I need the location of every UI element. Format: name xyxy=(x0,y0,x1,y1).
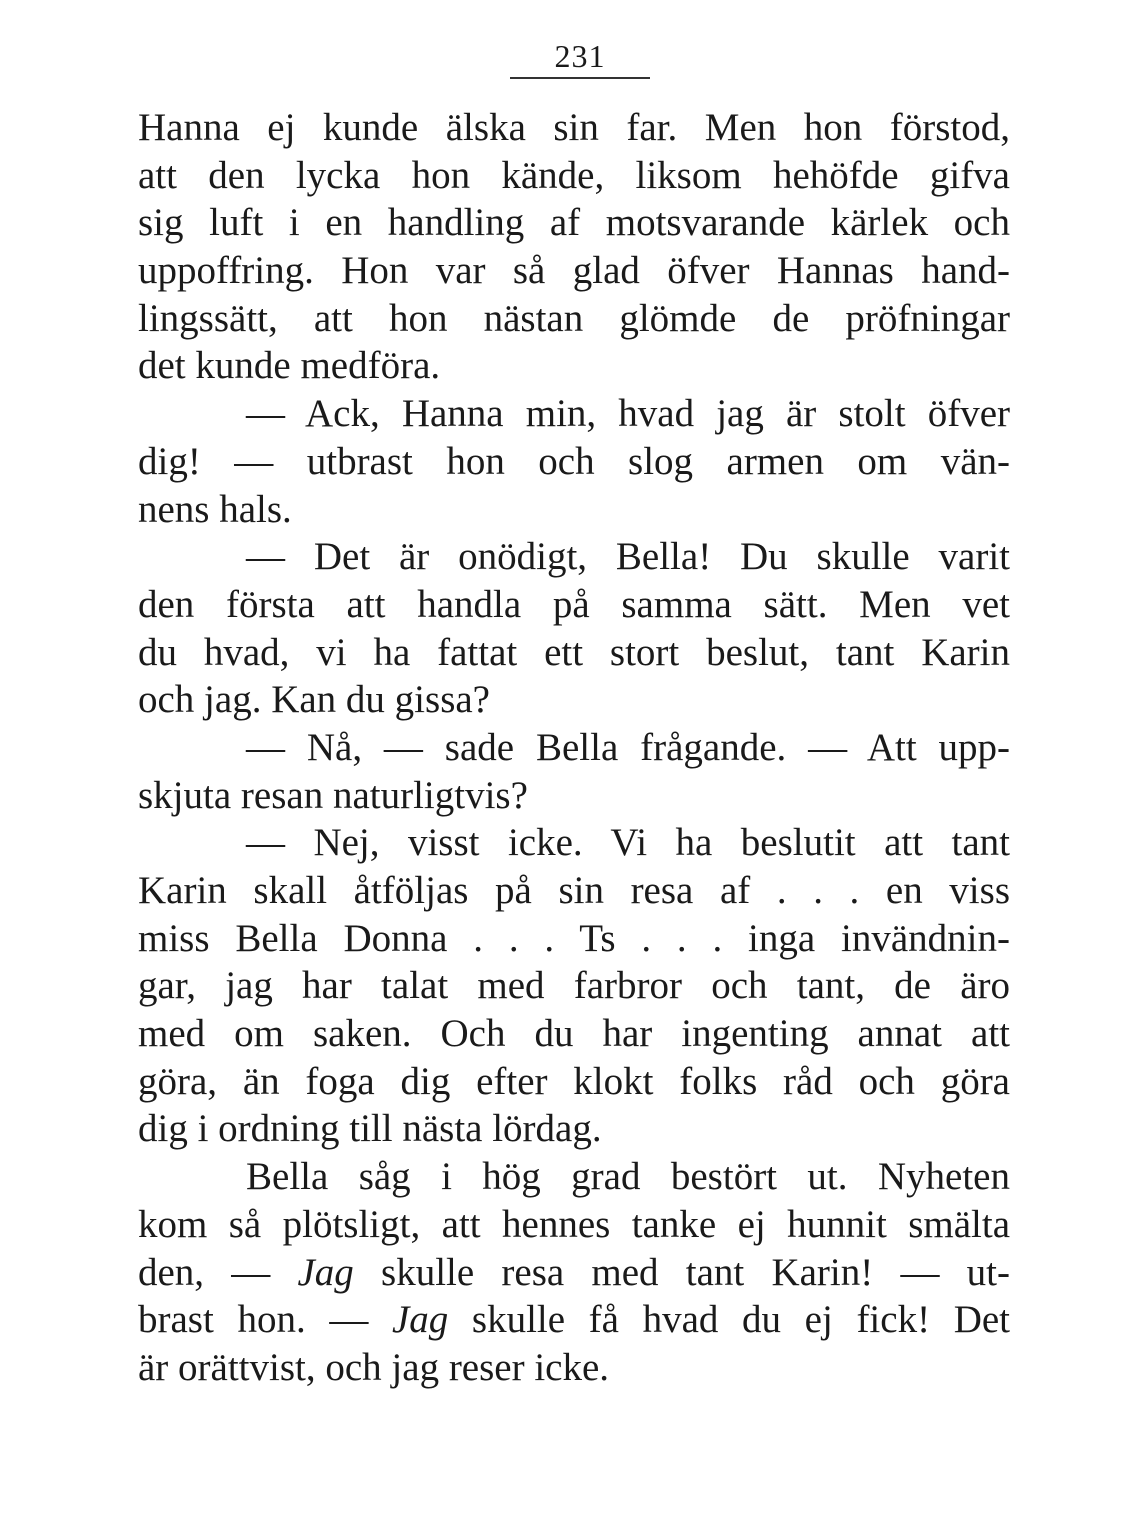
text-line xyxy=(138,581,1010,629)
emphasized-text: Jag xyxy=(391,1298,449,1342)
text-line xyxy=(138,1296,1010,1344)
text-line xyxy=(138,676,1010,724)
text-line xyxy=(138,772,1010,820)
text-line xyxy=(138,724,1010,772)
page-number: 231 xyxy=(554,38,606,74)
text-line xyxy=(138,1344,1010,1392)
text-segment: — Ack, Hanna min, hvad jag är stolt öfver xyxy=(246,392,1010,436)
text-segment: dig! — utbrast hon och slog armen om vän- xyxy=(138,439,1010,483)
text-segment: brast hon. — xyxy=(138,1298,392,1342)
text-segment: nens hals. xyxy=(138,487,292,531)
text-segment: kom så plötsligt, att hennes tanke ej hunnit smälta xyxy=(138,1202,1010,1246)
text-segment: det kunde medföra. xyxy=(138,344,441,388)
text-segment: är orättvist, och jag reser icke. xyxy=(138,1345,610,1389)
text-segment: göra, än foga dig efter klokt folks råd och göra xyxy=(138,1059,1010,1103)
text-line xyxy=(138,247,1010,295)
text-segment: och jag. Kan du gissa? xyxy=(138,678,490,722)
text-line xyxy=(138,390,1010,438)
text-segment: miss Bella Donna . . . Ts . . . inga invändnin- xyxy=(138,916,1010,960)
text-segment: Bella såg i hög grad bestört ut. Nyheten xyxy=(246,1155,1010,1199)
text-line xyxy=(138,533,1010,581)
page-number-rule xyxy=(510,77,650,79)
text-line xyxy=(138,1153,1010,1201)
paragraph xyxy=(138,104,1010,390)
text-line xyxy=(138,438,1010,486)
text-segment: du hvad, vi ha fattat ett stort beslut, tant Karin xyxy=(138,630,1010,674)
text-line xyxy=(138,819,1010,867)
text-line xyxy=(138,1058,1010,1106)
text-segment: skulle resa med tant Karin! — ut- xyxy=(353,1250,1010,1294)
text-line xyxy=(138,1105,1010,1153)
text-line xyxy=(138,629,1010,677)
text-line xyxy=(138,1201,1010,1249)
text-segment: skulle få hvad du ej fick! Det xyxy=(448,1298,1011,1342)
text-line xyxy=(138,104,1010,152)
text-segment: uppoffring. Hon var så glad öfver Hannas hand- xyxy=(138,249,1010,293)
text-segment: gar, jag har talat med farbror och tant, de äro xyxy=(138,964,1010,1008)
text-segment: — Det är onödigt, Bella! Du skulle varit xyxy=(246,535,1010,579)
text-line xyxy=(138,295,1010,343)
text-segment: sig luft i en handling af motsvarande kärlek och xyxy=(138,201,1010,245)
emphasized-text: Jag xyxy=(297,1250,354,1294)
text-line xyxy=(138,486,1010,534)
text-line xyxy=(138,199,1010,247)
body-text xyxy=(138,104,1010,1392)
paragraph xyxy=(138,1153,1010,1391)
text-line xyxy=(138,962,1010,1010)
text-line xyxy=(138,1010,1010,1058)
text-segment: med om saken. Och du har ingenting annat att xyxy=(138,1012,1010,1056)
text-segment: den, — xyxy=(138,1250,298,1294)
text-line xyxy=(138,915,1010,963)
text-segment: den första att handla på samma sätt. Men vet xyxy=(138,582,1010,626)
text-segment: att den lycka hon kände, liksom hehöfde gifva xyxy=(138,153,1010,197)
text-segment: — Nej, visst icke. Vi ha beslutit att tant xyxy=(246,821,1010,865)
text-line xyxy=(138,342,1010,390)
text-segment: skjuta resan naturligtvis? xyxy=(138,773,528,817)
text-segment: Hanna ej kunde älska sin far. Men hon förstod, xyxy=(138,106,1010,149)
text-segment: lingssätt, att hon nästan glömde de pröfningar xyxy=(138,296,1010,340)
text-segment: — Nå, — sade Bella frågande. — Att upp- xyxy=(246,725,1010,769)
paragraph xyxy=(138,724,1010,819)
paragraph xyxy=(138,533,1010,724)
text-segment: Karin skall åtföljas på sin resa af . . . en viss xyxy=(138,869,1010,912)
text-line xyxy=(138,1249,1010,1297)
paragraph xyxy=(138,390,1010,533)
paragraph xyxy=(138,819,1010,1153)
text-segment: dig i ordning till nästa lördag. xyxy=(138,1107,602,1151)
text-line xyxy=(138,152,1010,200)
text-line xyxy=(138,867,1010,915)
